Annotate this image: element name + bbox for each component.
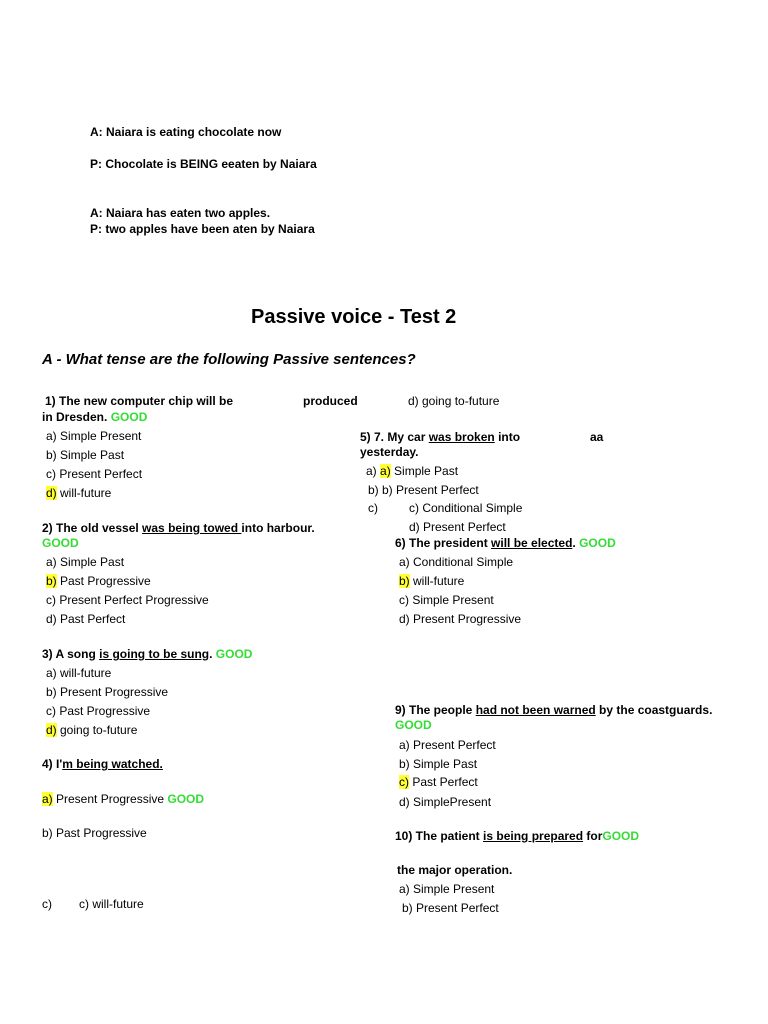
q4-option-a: a) Present Progressive GOOD bbox=[42, 792, 205, 806]
q6-option-c: c) Simple Present bbox=[399, 593, 494, 607]
q2-option-b: b) Past Progressive bbox=[46, 574, 151, 588]
q5-option-a: a) a) Simple Past bbox=[366, 464, 459, 478]
q9-good: GOOD bbox=[395, 718, 432, 732]
q6-option-a: a) Conditional Simple bbox=[399, 555, 514, 569]
q5-text-line2: yesterday. bbox=[360, 445, 419, 459]
q1-option-d-stray: d) going to-future bbox=[408, 394, 500, 408]
q3-option-a: a) will-future bbox=[46, 666, 112, 680]
q9-option-d: d) SimplePresent bbox=[399, 795, 492, 809]
q4-good: GOOD bbox=[167, 792, 205, 806]
q1-option-d: d) will-future bbox=[46, 486, 112, 500]
q2-answer-highlight: b) bbox=[46, 574, 57, 588]
q3-text: 3) A song is going to be sung. GOOD bbox=[42, 647, 253, 661]
q9-option-b: b) Simple Past bbox=[399, 757, 478, 771]
q3-option-b: b) Present Progressive bbox=[46, 685, 169, 699]
q3-answer-highlight: d) bbox=[46, 723, 57, 737]
q6-option-b: b) will-future bbox=[399, 574, 465, 588]
q9-text: 9) The people had not been warned by the coastguards. bbox=[395, 703, 713, 717]
q5-option-b: b) b) Present Perfect bbox=[368, 483, 479, 497]
q4-option-c-prefix: c) bbox=[42, 897, 52, 911]
example1-passive: P: Chocolate is BEING eeaten by Naiara bbox=[90, 157, 317, 171]
q10-option-a: a) Simple Present bbox=[399, 882, 495, 896]
q6-option-d: d) Present Progressive bbox=[399, 612, 522, 626]
q1-option-a: a) Simple Present bbox=[46, 429, 142, 443]
q2-option-c: c) Present Perfect Progressive bbox=[46, 593, 209, 607]
q1-text: 1) The new computer chip will be bbox=[45, 394, 234, 408]
q2-option-a: a) Simple Past bbox=[46, 555, 125, 569]
q1-good: GOOD bbox=[110, 410, 148, 424]
q1-text-line2: in Dresden. GOOD bbox=[42, 410, 148, 424]
q10-option-b: b) Present Perfect bbox=[402, 901, 499, 915]
q5-answer-highlight: a) bbox=[380, 464, 391, 478]
q2-good: GOOD bbox=[42, 536, 79, 550]
q1-option-b: b) Simple Past bbox=[46, 448, 125, 462]
q10-good: GOOD bbox=[602, 829, 640, 843]
q6-answer-highlight: b) bbox=[399, 574, 410, 588]
page-title: Passive voice - Test 2 bbox=[251, 306, 457, 328]
q10-text: 10) The patient is being prepared forGOOD bbox=[395, 829, 640, 843]
q4-option-c: c) will-future bbox=[79, 897, 144, 911]
q5-stray: aa bbox=[590, 430, 604, 444]
q4-option-b: b) Past Progressive bbox=[42, 826, 147, 840]
q4-answer-highlight: a) bbox=[42, 792, 53, 806]
q1-option-c: c) Present Perfect bbox=[46, 467, 143, 481]
q3-option-d: d) going to-future bbox=[46, 723, 138, 737]
q2-option-d: d) Past Perfect bbox=[46, 612, 126, 626]
q1-produced: produced bbox=[303, 394, 358, 408]
q5-text: 5) 7. My car was broken into bbox=[360, 430, 521, 444]
example2-active: A: Naiara has eaten two apples. bbox=[90, 206, 271, 220]
q5-option-c: c) Conditional Simple bbox=[409, 501, 523, 515]
q2-text: 2) The old vessel was being towed into harbour. bbox=[42, 521, 315, 535]
q10-text-line2: the major operation. bbox=[397, 863, 513, 877]
q4-text: 4) I'm being watched. bbox=[42, 757, 163, 771]
q1-answer-highlight: d) bbox=[46, 486, 57, 500]
example1-active: A: Naiara is eating chocolate now bbox=[90, 125, 282, 139]
q5-option-d: d) Present Perfect bbox=[409, 520, 506, 534]
q9-option-a: a) Present Perfect bbox=[399, 738, 496, 752]
q6-text: 6) The president will be elected. GOOD bbox=[395, 536, 616, 550]
section-a-heading: A - What tense are the following Passive sentences? bbox=[42, 351, 416, 368]
example2-passive: P: two apples have been aten by Naiara bbox=[90, 222, 315, 236]
q6-good: GOOD bbox=[579, 536, 616, 550]
q3-option-c: c) Past Progressive bbox=[46, 704, 151, 718]
q9-option-c: c) Past Perfect bbox=[399, 775, 478, 789]
q3-good: GOOD bbox=[215, 647, 253, 661]
q9-answer-highlight: c) bbox=[399, 775, 409, 789]
q5-option-c-prefix: c) bbox=[368, 501, 378, 515]
